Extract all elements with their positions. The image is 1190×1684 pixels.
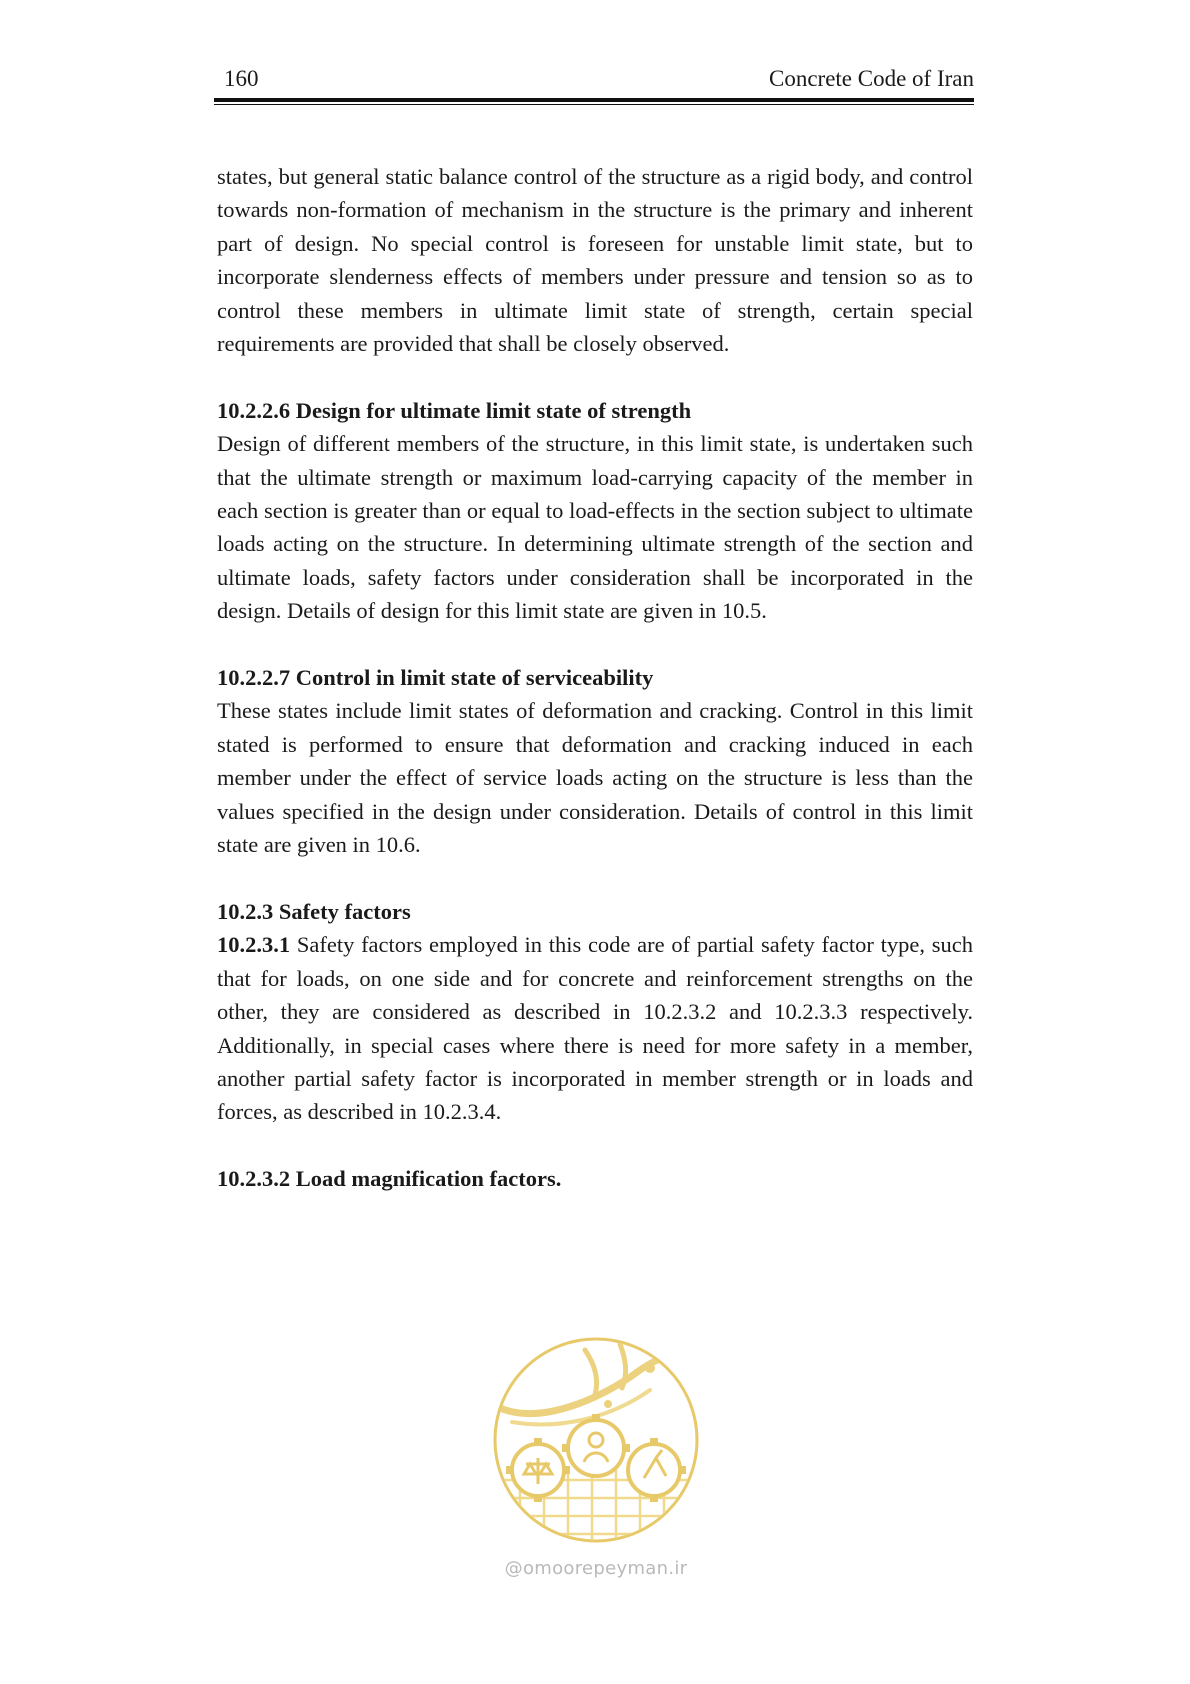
watermark-caption: @omoorepeyman.ir	[504, 1558, 688, 1579]
section-heading-10-2-2-7: 10.2.2.7 Control in limit state of serviceability	[217, 665, 654, 691]
page-number: 160	[224, 66, 259, 91]
clause-10-2-3-1	[217, 928, 973, 1128]
clause-label: 10.2.3.1	[217, 932, 291, 958]
watermark-logo	[490, 1330, 702, 1590]
intro-paragraph: states, but general static balance control of the structure as a rigid body, and control towards non-formation of mechanism in the structure is the primary and inherent part of design. No special control is foreseen for unstable limit state, but to incorporate slenderness effects of members under pressure and tension so as to control these members in ultimate limit state of strength, certain special requirements are provided that shall be closely observed.	[217, 164, 973, 357]
section-text-10-2-2-7: These states include limit states of deformation and cracking. Control in this limit stated is performed to ensure that deformation and cracking induced in each member under the effect of service loads acting on the structure is less than the values specified in the design under consideration. Details of control in this limit state are given in 10.6.	[217, 698, 973, 858]
running-title: Concrete Code of Iran	[768, 66, 974, 91]
section-heading-10-2-3: 10.2.3 Safety factors	[217, 898, 411, 924]
section-heading-10-2-3-2: 10.2.3.2 Load magnification factors.	[217, 1166, 562, 1192]
clause-text: Safety factors employed in this code are of partial safety factor type, such that for loads, on one side and for concrete and reinforcement strengths on the other, they are considered as described in 10.2.3.2 and 10.2.3.3 respectively. Additionally, in special cases where there is need for more safety in a member, another partial safety factor is incorporated in member strength or in loads and forces, as described in 10.2.3.4.	[217, 932, 973, 1125]
section-heading-10-2-2-6: 10.2.2.6 Design for ultimate limit state of strength	[217, 397, 692, 423]
body-text	[217, 160, 973, 1196]
header-rule	[214, 98, 974, 102]
watermark-seal-icon	[490, 1330, 702, 1552]
header-rule-thin	[214, 104, 974, 105]
section-text-10-2-2-6: Design of different members of the structure, in this limit state, is undertaken such that the ultimate strength or maximum load-carrying capacity of the member in each section is greater than or equal to load-effects in the section subject to ultimate loads acting on the structure. In determining ultimate strength of the section and ultimate loads, safety factors under consideration shall be incorporated in the design. Details of design for this limit state are given in 10.5.	[217, 431, 973, 624]
page-header	[214, 62, 974, 96]
